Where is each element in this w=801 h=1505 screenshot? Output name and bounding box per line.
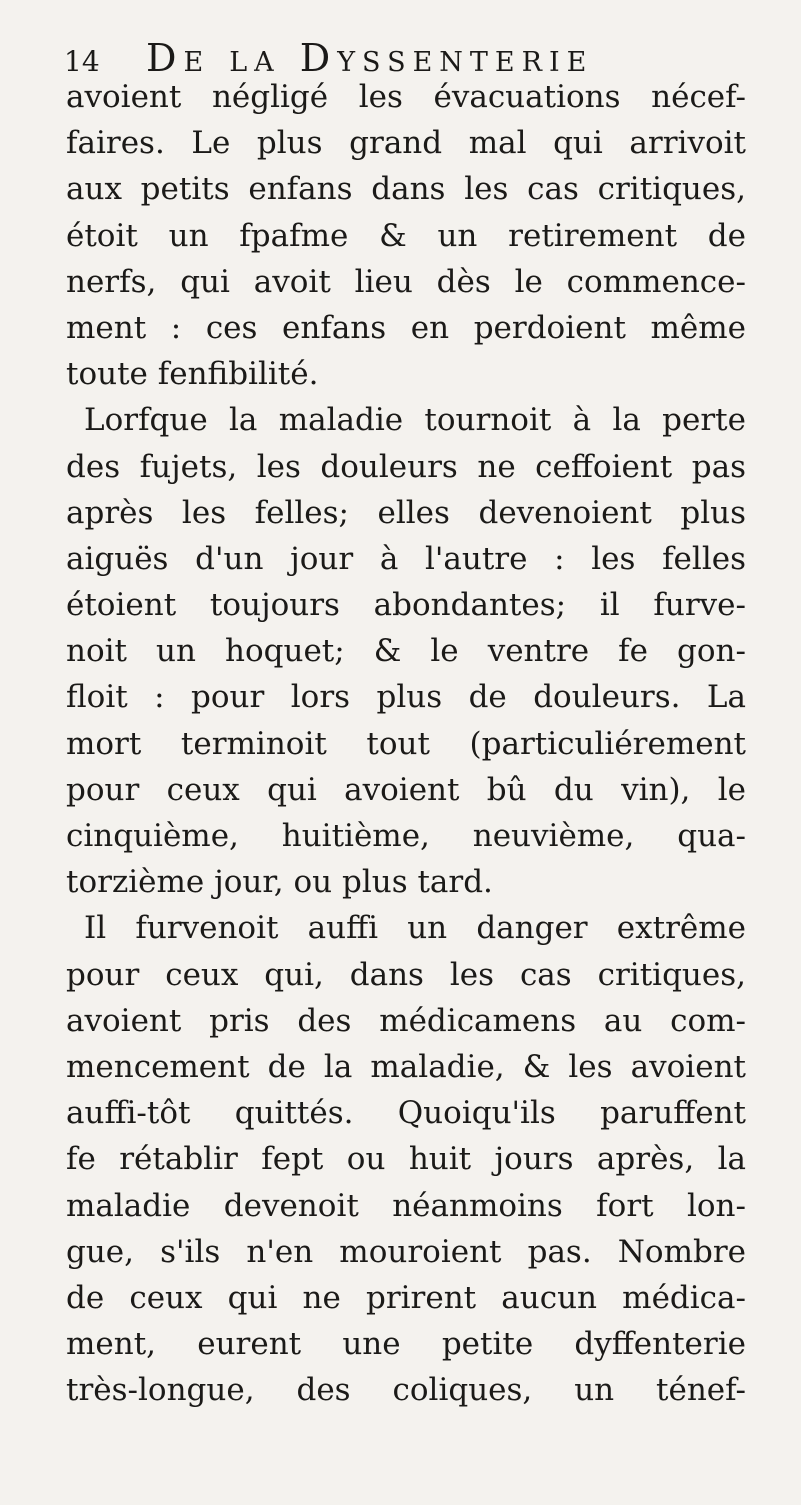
text-line: Il furvenoit auffi un danger extrême (84, 910, 746, 947)
text-line: avoient négligé les évacuations nécef- (66, 79, 746, 115)
text-line: fe rétablir fept ou huit jours après, la (66, 1141, 746, 1178)
text-line: cinquième, huitième, neuvième, qua- (66, 818, 746, 854)
text-line: mencement de la maladie, & les avoient (66, 1048, 746, 1085)
text-line: maladie devenoit néanmoins fort lon- (66, 1187, 746, 1224)
text-line: gue, s'ils n'en mouroient pas. Nombre (66, 1233, 746, 1270)
text-line: ment, eurent une petite dyffenterie (66, 1326, 746, 1363)
text-line: noit un hoquet; & le ventre fe gon- (66, 633, 746, 670)
text-line: étoit un fpafme & un retirement de (66, 217, 746, 254)
text-line: étoient toujours abondantes; il furve- (66, 587, 746, 624)
text-line: floit : pour lors plus de douleurs. La (66, 679, 746, 716)
text-line: Lorfque la maladie tournoit à la perte (84, 402, 746, 439)
text-line: aiguës d'un jour à l'autre : les felles (66, 540, 746, 577)
text-line: faires. Le plus grand mal qui arrivoit (66, 125, 746, 162)
text-line: auffi-tôt quittés. Quoiqu'ils paruffent (66, 1095, 746, 1132)
text-line: toute fenfibilité. (66, 356, 319, 393)
text-line: très-longue, des coliques, un ténef- (66, 1372, 746, 1409)
body-text (66, 74, 746, 1413)
running-title: De la Dyssenterie (146, 36, 594, 80)
text-line: avoient pris des médicamens au com- (66, 1002, 746, 1039)
text-line: ment : ces enfans en perdoient même (66, 309, 746, 346)
text-line: de ceux qui ne prirent aucun médica- (66, 1279, 746, 1316)
text-line: après les felles; elles devenoient plus (66, 494, 746, 531)
text-line: pour ceux qui avoient bû du vin), le (66, 771, 746, 808)
text-line: des fujets, les douleurs ne ceffoient pas (66, 448, 746, 485)
text-line: torzième jour, ou plus tard. (66, 864, 493, 901)
text-line: mort terminoit tout (particuliérement (66, 725, 746, 762)
text-line: pour ceux qui, dans les cas critiques, (66, 956, 746, 993)
page-number: 14 (64, 45, 100, 78)
text-line: nerfs, qui avoit lieu dès le commence- (66, 263, 746, 300)
text-line: aux petits enfans dans les cas critiques, (66, 171, 746, 208)
